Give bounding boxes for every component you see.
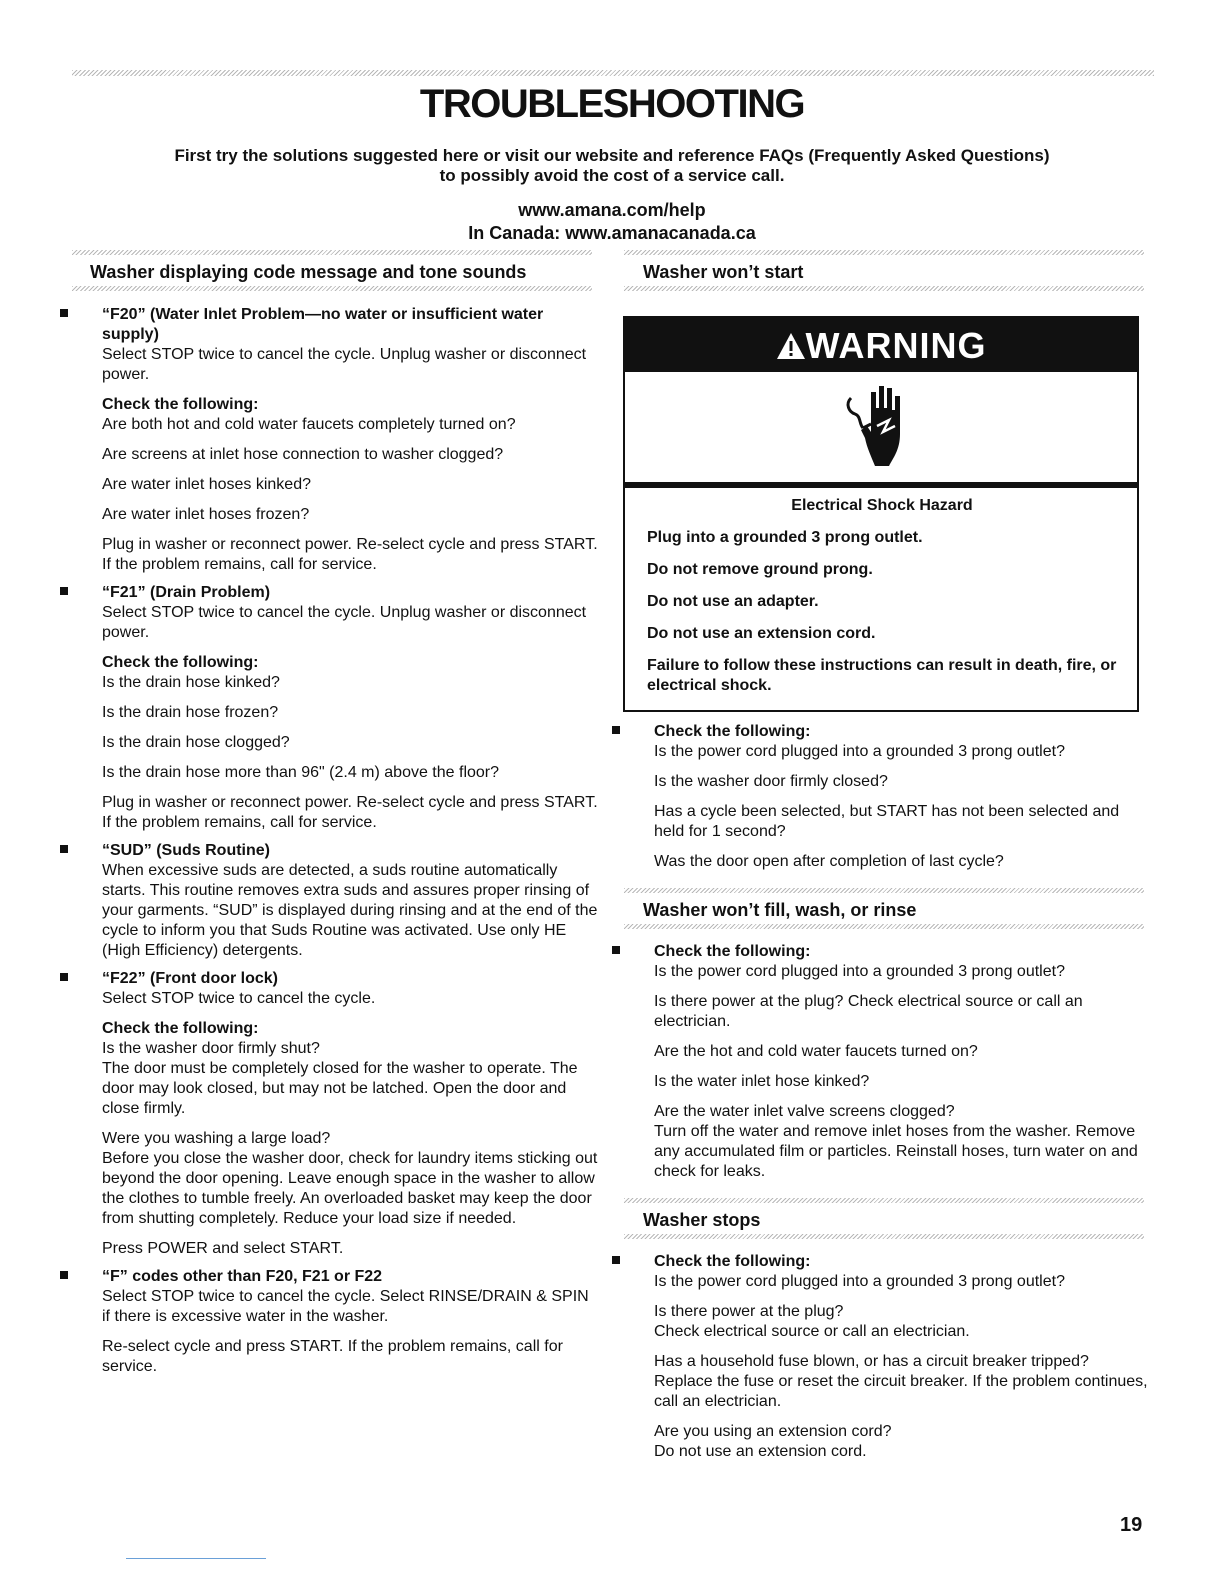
bullet-icon xyxy=(60,973,68,981)
item-title: “F21” (Drain Problem) xyxy=(102,584,271,601)
check-text: Before you close the washer door, check for laundry items sticking out beyond the door opening. Leave enough space in the washer to allow the clothes to tumble freely. An overloaded basket may keep the door from shutting completely. Reduce your load size if needed. xyxy=(102,1150,598,1227)
warning-text xyxy=(647,496,1117,708)
page-number: 19 xyxy=(1120,1514,1143,1536)
section-title-wont-fill: Washer won’t fill, wash, or rinse xyxy=(643,900,917,920)
check-text: Were you washing a large load? xyxy=(102,1130,331,1147)
check-label: Check the following: xyxy=(102,654,259,671)
section-rule xyxy=(72,250,592,255)
check-text: Plug in washer or reconnect power. Re-select cycle and press START. If the problem remains, call for service. xyxy=(102,794,598,831)
bullet-icon xyxy=(60,587,68,595)
warning-box xyxy=(623,316,1139,712)
check-text: Is there power at the plug? Check electrical source or call an electrician. xyxy=(654,993,1083,1030)
check-text: Are both hot and cold water faucets completely turned on? xyxy=(102,416,516,433)
item-text: Select STOP twice to cancel the cycle. xyxy=(102,990,376,1007)
check-text: Turn off the water and remove inlet hoses from the washer. Remove any accumulated film or particles. Reinstall hoses, turn water on and check for leaks. xyxy=(654,1123,1138,1180)
check-text: Replace the fuse or reset the circuit breaker. If the problem continues, call an electrician. xyxy=(654,1373,1148,1410)
check-text: Was the door open after completion of last cycle? xyxy=(654,853,1004,870)
section-rule xyxy=(624,286,1144,291)
check-text: Is there power at the plug? xyxy=(654,1303,844,1320)
item-text: Re-select cycle and press START. If the problem remains, call for service. xyxy=(102,1338,563,1375)
item-text: Select STOP twice to cancel the cycle. Unplug washer or disconnect power. xyxy=(102,604,587,641)
item-text: Select STOP twice to cancel the cycle. Select RINSE/DRAIN & SPIN if there is excessive water in the washer. xyxy=(102,1288,589,1325)
check-text: Do not use an extension cord. xyxy=(654,1443,867,1460)
bullet-icon xyxy=(60,845,68,853)
bullet-icon xyxy=(60,309,68,317)
check-text: Are you using an extension cord? xyxy=(654,1423,892,1440)
check-text: Check electrical source or call an electrician. xyxy=(654,1323,970,1340)
section-header-wont-fill xyxy=(612,882,1152,936)
check-text: Is the power cord plugged into a grounded 3 prong outlet? xyxy=(654,963,1065,980)
check-label: Check the following: xyxy=(102,1020,259,1037)
list-item-f20 xyxy=(60,305,600,575)
check-label: Check the following: xyxy=(654,1253,811,1270)
check-text: Is the washer door firmly closed? xyxy=(654,773,888,790)
check-text: Is the drain hose more than 96" (2.4 m) above the floor? xyxy=(102,764,500,781)
website-block xyxy=(0,199,1224,245)
list-item-other-codes xyxy=(60,1267,600,1377)
list-item-wont-fill xyxy=(612,942,1152,1182)
canada-website-link[interactable]: In Canada: www.amanacanada.ca xyxy=(468,223,756,243)
top-rule xyxy=(72,70,1154,76)
section-title-wont-start: Washer won’t start xyxy=(643,262,804,282)
check-text: Is the washer door firmly shut? xyxy=(102,1040,320,1057)
check-label: Check the following: xyxy=(102,396,259,413)
intro-line-2: to possibly avoid the cost of a service call. xyxy=(439,166,785,185)
check-text: Are the hot and cold water faucets turned on? xyxy=(654,1043,978,1060)
warning-line: Do not use an adapter. xyxy=(647,593,819,610)
page-title: TROUBLESHOOTING xyxy=(419,82,805,126)
bullet-icon xyxy=(60,1271,68,1279)
hazard-title: Electrical Shock Hazard xyxy=(791,497,973,514)
check-text: Is the power cord plugged into a grounded 3 prong outlet? xyxy=(654,1273,1065,1290)
list-item-stops xyxy=(612,1252,1152,1462)
bullet-icon xyxy=(612,726,620,734)
check-text: Plug in washer or reconnect power. Re-select cycle and press START. If the problem remains, call for service. xyxy=(102,536,598,573)
check-label: Check the following: xyxy=(654,943,811,960)
item-title: “F” codes other than F20, F21 or F22 xyxy=(102,1268,383,1285)
bullet-icon xyxy=(612,1256,620,1264)
check-text: Is the drain hose kinked? xyxy=(102,674,280,691)
warning-line: Failure to follow these instructions can result in death, fire, or electrical shock. xyxy=(647,657,1117,694)
list-item-sud xyxy=(60,841,600,961)
bottom-line xyxy=(126,1558,266,1559)
intro-text xyxy=(100,146,1124,186)
check-text: Is the drain hose clogged? xyxy=(102,734,290,751)
item-title: “F22” (Front door lock) xyxy=(102,970,278,987)
warning-line: Do not use an extension cord. xyxy=(647,625,876,642)
section-rule xyxy=(624,1234,1144,1239)
warning-line: Plug into a grounded 3 prong outlet. xyxy=(647,529,923,546)
check-text: Is the power cord plugged into a grounded 3 prong outlet? xyxy=(654,743,1065,760)
section-rule xyxy=(72,286,592,291)
section-title-stops: Washer stops xyxy=(643,1210,761,1230)
list-item-wont-start xyxy=(612,722,1152,872)
warning-banner xyxy=(625,318,1137,372)
check-text: Is the drain hose frozen? xyxy=(102,704,279,721)
warning-divider xyxy=(625,482,1137,488)
section-rule xyxy=(624,250,1144,255)
section-rule xyxy=(624,924,1144,929)
code-message-list xyxy=(60,305,600,1387)
item-text: Select STOP twice to cancel the cycle. Unplug washer or disconnect power. xyxy=(102,346,587,383)
item-title: “SUD” (Suds Routine) xyxy=(102,842,270,859)
warning-triangle-icon xyxy=(776,318,806,374)
item-title: “F20” (Water Inlet Problem—no water or insufficient water supply) xyxy=(102,306,544,343)
section-rule xyxy=(624,888,1144,893)
warning-label: WARNING xyxy=(805,325,987,366)
check-text: The door must be completely closed for the washer to operate. The door may look closed, but may not be latched. Open the door and close firmly. xyxy=(102,1060,578,1117)
section-header-stops xyxy=(612,1192,1152,1246)
check-label: Check the following: xyxy=(654,723,811,740)
website-link[interactable]: www.amana.com/help xyxy=(518,200,706,220)
bullet-icon xyxy=(612,946,620,954)
check-text: Are the water inlet valve screens clogged? xyxy=(654,1103,955,1120)
check-text: Has a household fuse blown, or has a circuit breaker tripped? xyxy=(654,1353,1089,1370)
item-text: When excessive suds are detected, a suds routine automatically starts. This routine removes extra suds and assures proper rinsing of your garments. “SUD” is displayed during rinsing and at the end of the cycle to inform you that Suds Routine was activated. Use only HE (High Efficiency) detergents. xyxy=(102,862,598,959)
check-text: Are water inlet hoses frozen? xyxy=(102,506,310,523)
warning-line: Do not remove ground prong. xyxy=(647,561,873,578)
check-text: Is the water inlet hose kinked? xyxy=(654,1073,870,1090)
check-text: Are screens at inlet hose connection to washer clogged? xyxy=(102,446,504,463)
section-title-code-messages: Washer displaying code message and tone sounds xyxy=(90,262,527,282)
check-text: Are water inlet hoses kinked? xyxy=(102,476,311,493)
electrical-shock-icon xyxy=(841,380,921,476)
list-item-f22 xyxy=(60,969,600,1259)
check-text: Has a cycle been selected, but START has not been selected and held for 1 second? xyxy=(654,803,1120,840)
intro-line-1: First try the solutions suggested here or visit our website and reference FAQs (Frequently Asked Questions) xyxy=(174,146,1050,165)
section-rule xyxy=(624,1198,1144,1203)
list-item-f21 xyxy=(60,583,600,833)
check-text: Press POWER and select START. xyxy=(102,1240,344,1257)
right-column xyxy=(612,722,1152,1472)
